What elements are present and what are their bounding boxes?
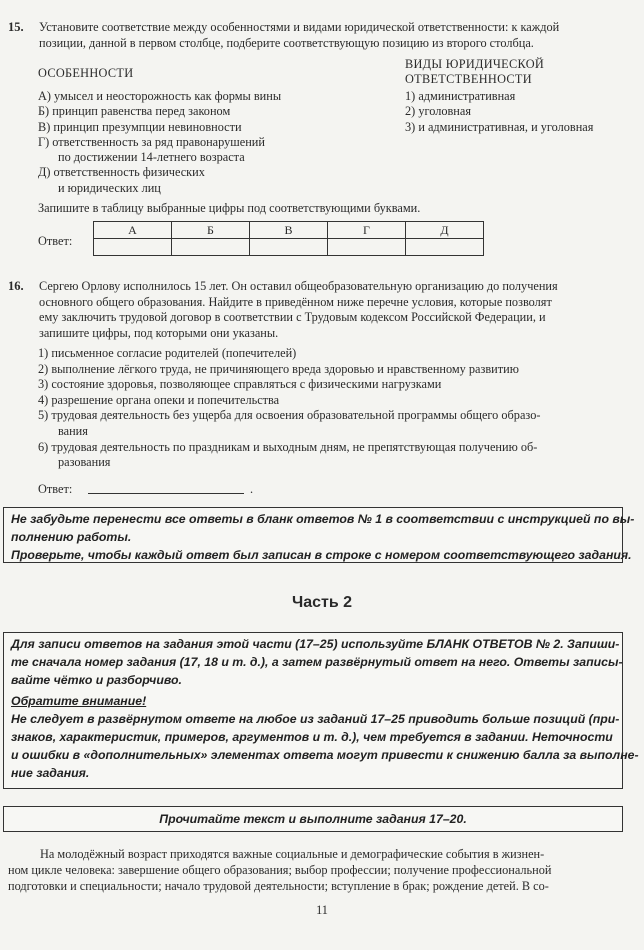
read-task-box [3, 806, 623, 832]
question-15-number: 15. [8, 20, 24, 34]
feature-g: Г) ответственность за ряд правонарушений [38, 134, 265, 149]
question-16-line-3: ему заключить трудовой договор в соответствии с Трудовым кодексом Российской Федерации, и [39, 310, 546, 324]
read-task-text: Прочитайте текст и выполните задания 17–20. [159, 812, 467, 826]
features-header: ОСОБЕННОСТИ [38, 66, 134, 80]
answer-col-a: А [94, 222, 172, 239]
question-16-line-1: Сергею Орлову исполнилось 15 лет. Он оставил общеобразовательную организацию до получения [39, 279, 558, 293]
answer-col-g: Г [328, 222, 406, 239]
attention-line-2: знаков, характеристик, примеров, аргументов и т. д.), чем требуется в задании. Неточности [11, 730, 613, 744]
text-excerpt [8, 846, 638, 894]
table-instruction: Запишите в таблицу выбранные цифры под соответствующими буквами. [38, 201, 421, 215]
answer-col-d: Д [406, 222, 484, 239]
answer-cell-g[interactable] [328, 239, 406, 256]
question-15-line-1: Установите соответствие между особенностями и видами юридической ответственности: к каждой [39, 20, 560, 34]
q15-answer-label: Ответ: [38, 234, 73, 248]
answer-cell-a[interactable] [94, 239, 172, 256]
q16-answer-label: Ответ: [38, 482, 73, 496]
answer-col-v: В [250, 222, 328, 239]
option-3: 3) состояние здоровья, позволяющее справляться с физическими нагрузками [38, 377, 442, 392]
excerpt-line-2: ном цикле человека: завершение общего образования; выбор профессии; получение профессиональной [8, 863, 552, 877]
option-6: 6) трудовая деятельность по праздникам и выходным дням, не препятствующая получению об- [38, 439, 538, 454]
answer-col-b: Б [172, 222, 250, 239]
feature-d-cont: и юридических лиц [58, 180, 161, 195]
reminder-line-2: полнению работы. [11, 530, 132, 544]
option-5-cont: вания [58, 423, 88, 438]
type-3: 3) и административная, и уголовная [405, 119, 594, 134]
question-16-number: 16. [8, 279, 24, 293]
option-4: 4) разрешение органа опеки и попечительства [38, 392, 280, 407]
part-2-instr-line-3: вайте чётко и разборчиво. [11, 673, 182, 687]
type-1: 1) административная [405, 89, 516, 103]
types-header-line-2: ОТВЕТСТВЕННОСТИ [405, 72, 532, 86]
attention-line-1: Не следует в развёрнутом ответе на любое из заданий 17–25 приводить больше позиций (при- [11, 712, 620, 726]
answer-cell-v[interactable] [250, 239, 328, 256]
option-6-cont: разования [58, 455, 111, 470]
question-16-line-2: основного общего образования. Найдите в приведённом ниже перечне условия, которые позволят [39, 294, 552, 309]
reminder-box [3, 507, 635, 563]
part-2-instr-line-2: те сначала номер задания (17, 18 и т. д.), а затем развёрнутый ответ на него. Ответы записы- [11, 655, 623, 669]
excerpt-line-3: подготовки и специальности; начало трудовой деятельности; вступление в брак; рождение детей. В со- [8, 879, 549, 893]
option-5: 5) трудовая деятельность без ущерба для освоения образовательной программы общего образо- [38, 408, 541, 423]
reminder-line-3: Проверьте, чтобы каждый ответ был записан в строке с номером соответствующего задания. [11, 548, 632, 562]
part-2-title: Часть 2 [291, 594, 353, 611]
type-2: 2) уголовная [405, 104, 471, 119]
option-1: 1) письменное согласие родителей (попечителей) [38, 346, 297, 360]
answer-cell-d[interactable] [406, 239, 484, 256]
answer-cell-b[interactable] [172, 239, 250, 256]
page-number: 11 [316, 903, 328, 917]
reminder-line-1: Не забудьте перенести все ответы в бланк ответов № 1 в соответствии с инструкцией по вы- [11, 512, 635, 526]
attention-heading: Обратите внимание! [11, 694, 147, 708]
types-header [405, 57, 544, 87]
excerpt-line-1: На молодёжный возраст приходятся важные социальные и демографические события в жизнен- [40, 847, 545, 861]
attention-line-4: ние задания. [11, 766, 90, 780]
q16-options [38, 346, 540, 471]
features-list [38, 89, 281, 196]
feature-b: Б) принцип равенства перед законом [38, 104, 231, 119]
part-2-instructions-box [3, 632, 639, 789]
feature-a: А) умысел и неосторожность как формы вины [38, 89, 282, 103]
feature-v: В) принцип презумпции невиновности [38, 119, 242, 134]
question-15-line-2: позиции, данной в первом столбце, подберите соответствующую позицию из второго столбца. [39, 35, 534, 50]
option-2: 2) выполнение лёгкого труда, не причиняющего вреда здоровью и нравственному развитию [38, 361, 519, 376]
question-16-line-4: запишите цифры, под которыми они указаны. [39, 325, 279, 340]
types-list [405, 89, 593, 135]
part-2-instr-line-1: Для записи ответов на задания этой части (17–25) используйте БЛАНК ОТВЕТОВ № 2. Запиши- [11, 637, 620, 651]
attention-line-3: и ошибки в «дополнительных» элементах ответа могут привести к снижению балла за выполне- [11, 748, 639, 762]
question-16-text [39, 279, 639, 341]
feature-d: Д) ответственность физических [38, 165, 205, 180]
q16-answer-dot: . [250, 482, 254, 496]
q16-answer-line[interactable] [88, 493, 244, 494]
q15-answer-table [93, 221, 484, 256]
types-header-line-1: ВИДЫ ЮРИДИЧЕСКОЙ [405, 57, 545, 71]
feature-g-cont: по достижении 14-летнего возраста [58, 150, 245, 165]
question-15-text [39, 20, 639, 51]
